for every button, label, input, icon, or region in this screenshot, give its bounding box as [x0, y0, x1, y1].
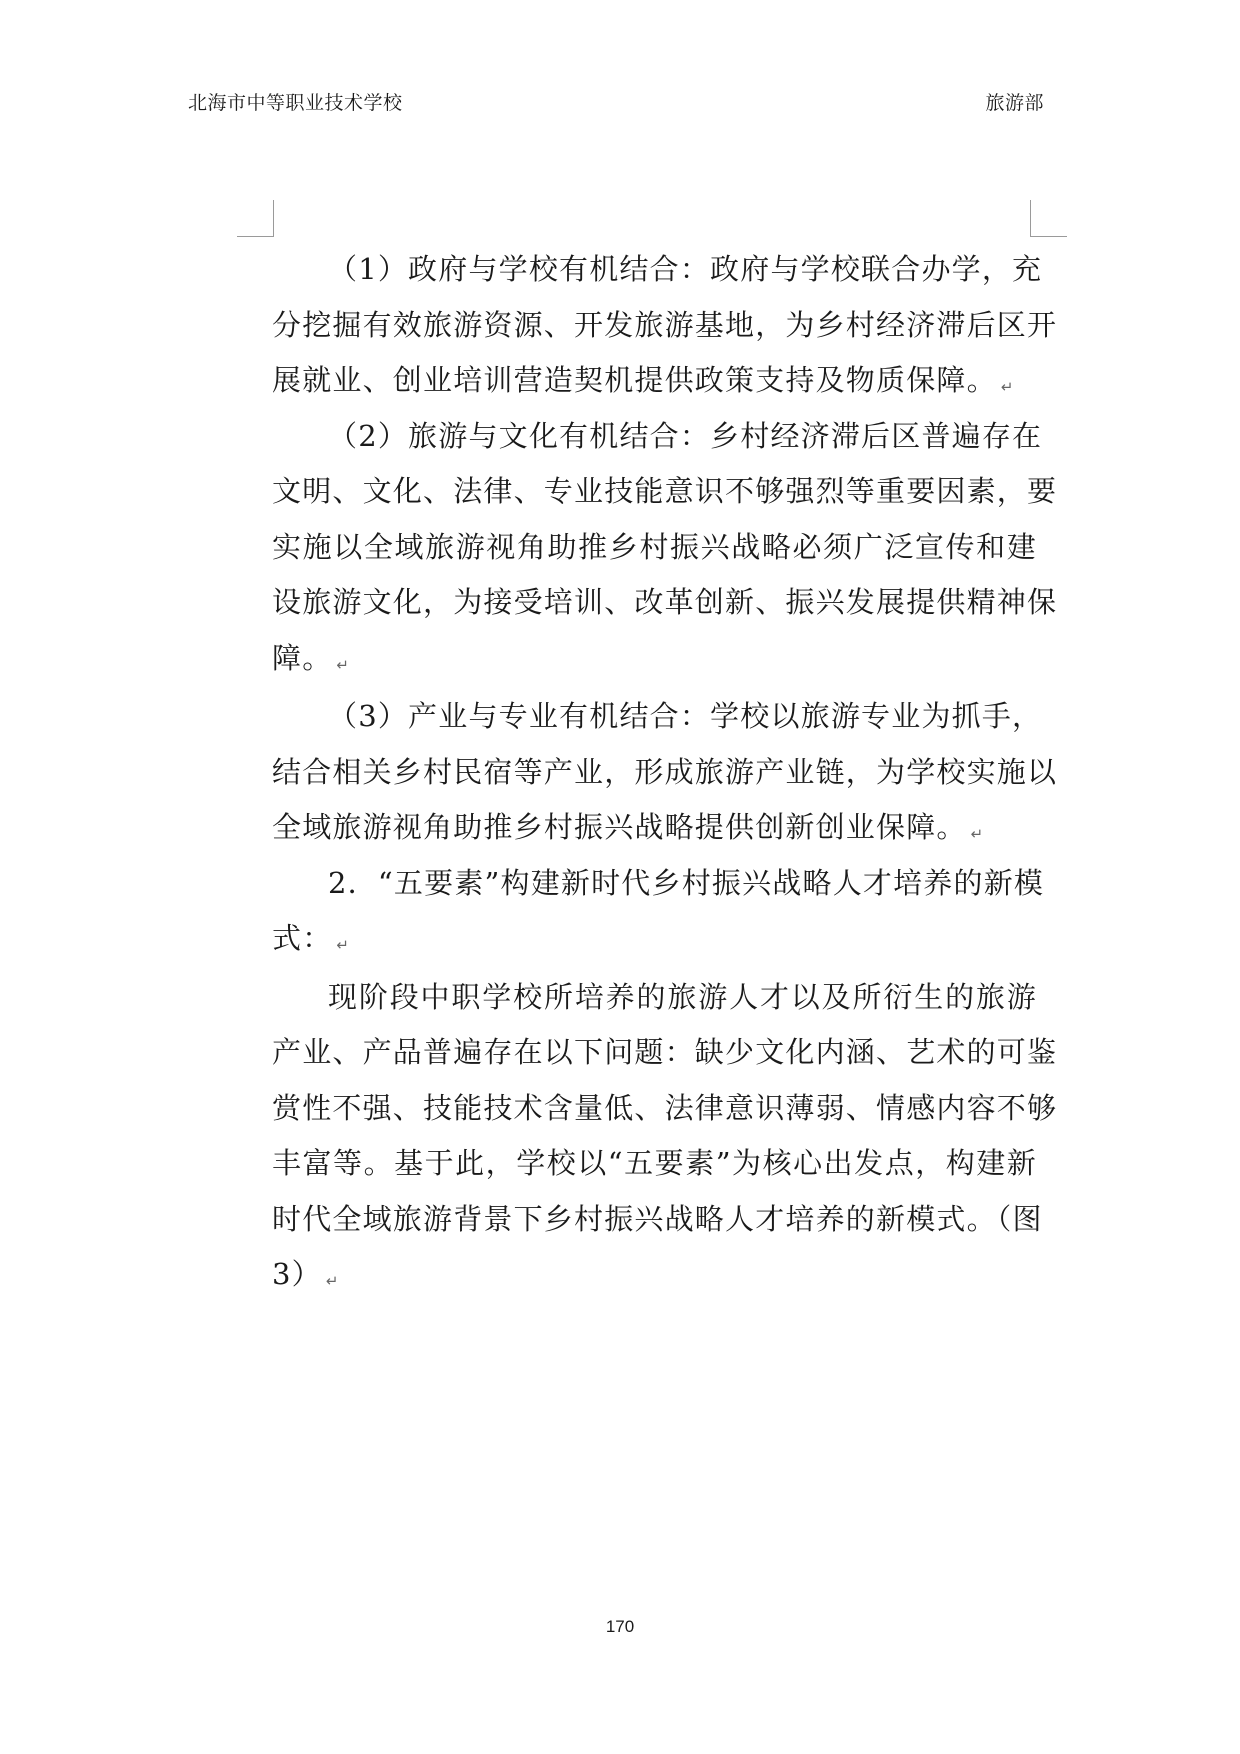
text-line: [272, 1247, 1037, 1303]
text-line-content: 展就业、创业培训营造契机提供政策支持及物质保障。: [272, 363, 997, 397]
text-line: 文明、文化、法律、专业技能意识不够强烈等重要因素，要: [272, 474, 1058, 508]
text-line: 2．“五要素”构建新时代乡村振兴战略人才培养的新模: [328, 865, 1045, 900]
document-body: [272, 242, 1058, 1303]
crop-mark-top-left: [237, 200, 274, 237]
text-line: 结合相关乡村民宿等产业，形成旅游产业链，为学校实施以: [272, 754, 1058, 789]
text-line: [272, 800, 1037, 856]
text-line: 实施以全域旅游视角助推乡村振兴战略必须广泛宣传和建: [272, 529, 1037, 564]
text-line: （2）旅游与文化有机结合：乡村经济滞后区普遍存在: [328, 418, 1043, 453]
paragraph-mark-icon: ↵: [970, 825, 984, 843]
paragraph-mark-icon: ↵: [1000, 378, 1014, 396]
text-line: （1）政府与学校有机结合：政府与学校联合办学，充: [328, 252, 1043, 286]
text-line: （3）产业与专业有机结合：学校以旅游专业为抓手，: [328, 699, 1043, 733]
text-line-content: 全域旅游视角助推乡村振兴战略提供创新创业保障。: [272, 810, 967, 844]
paragraph-government-school: [272, 242, 1058, 409]
text-line: 时代全域旅游背景下乡村振兴战略人才培养的新模式。（图: [272, 1201, 1043, 1236]
header-school-name: 北海市中等职业技术学校: [188, 92, 403, 114]
text-line: 分挖掘有效旅游资源、开发旅游基地，为乡村经济滞后区开: [272, 307, 1058, 342]
paragraph-mark-icon: ↵: [336, 936, 349, 954]
text-line: 丰富等。基于此，学校以“五要素”为核心出发点，构建新: [272, 1146, 1037, 1180]
paragraph-tourism-culture: [272, 409, 1058, 687]
paragraph-mark-icon: ↵: [325, 1272, 339, 1290]
text-line-content: 式：: [272, 921, 333, 955]
paragraph-five-elements-heading: [272, 856, 1045, 967]
page-number: 170: [605, 1617, 635, 1636]
text-line: 赏性不强、技能技术含量低、法律意识薄弱、情感内容不够: [272, 1090, 1058, 1125]
text-line-content: 3）: [272, 1257, 322, 1291]
text-line: 设旅游文化，为接受培训、改革创新、振兴发展提供精神保: [272, 585, 1058, 619]
paragraph-mark-icon: ↵: [336, 655, 349, 674]
paragraph-industry-major: [272, 689, 1058, 856]
text-line: 现阶段中职学校所培养的旅游人才以及所衍生的旅游: [328, 979, 1037, 1014]
header-department: 旅游部: [985, 92, 1044, 114]
text-line-content: 障。: [272, 640, 333, 675]
paragraph-current-problems: [272, 970, 1058, 1303]
text-line: [272, 911, 1037, 967]
crop-mark-top-right: [1030, 200, 1067, 237]
text-line: 产业、产品普遍存在以下问题：缺少文化内涵、艺术的可鉴: [272, 1035, 1058, 1069]
text-line: [272, 631, 1037, 687]
text-line: [272, 353, 1037, 409]
